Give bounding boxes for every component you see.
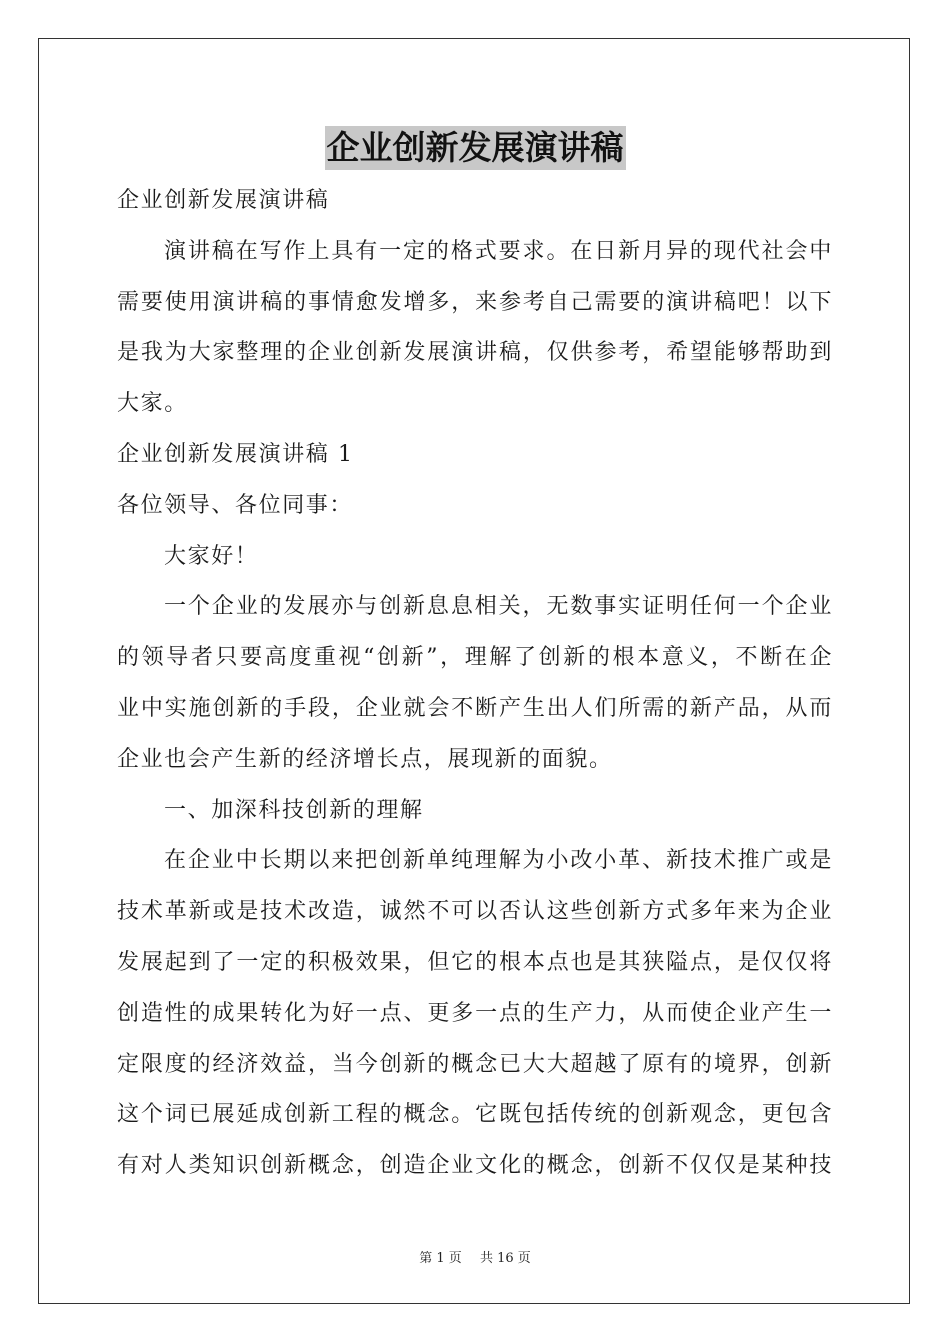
body-line: 有对人类知识创新概念，创造企业文化的概念，创新不仅仅是某种技: [117, 1153, 833, 1179]
title-container: [0, 126, 950, 170]
page-total: 共 16 页: [479, 1251, 531, 1266]
body-line: 大家好！: [164, 543, 259, 569]
body-line: 的领导者只要高度重视“创新”，理解了创新的根本意义，不断在企: [117, 645, 833, 671]
body-line: 一个企业的发展亦与创新息息相关，无数事实证明任何一个企业: [164, 594, 833, 620]
body-line: 企业创新发展演讲稿 1: [117, 441, 354, 467]
body-line: 业中实施创新的手段，企业就会不断产生出人们所需的新产品，从而: [117, 695, 833, 721]
body-line: 各位领导、各位同事：: [117, 492, 354, 518]
page-footer: [0, 1247, 950, 1266]
body-line: 企业也会产生新的经济增长点，展现新的面貌。: [117, 746, 613, 772]
body-line: 创造性的成果转化为好一点、更多一点的生产力，从而使企业产生一: [117, 1000, 833, 1026]
document-body: [117, 176, 833, 1192]
body-line: 企业创新发展演讲稿: [117, 188, 330, 213]
page-number: 第 1 页: [419, 1251, 462, 1266]
body-line: 发展起到了一定的积极效果，但它的根本点也是其狭隘点，是仅仅将: [117, 949, 833, 975]
body-line: 技术革新或是技术改造，诚然不可以否认这些创新方式多年来为企业: [117, 899, 833, 925]
body-line: 大家。: [117, 391, 188, 417]
body-line: 需要使用演讲稿的事情愈发增多，来参考自己需要的演讲稿吧！以下: [117, 289, 833, 315]
body-line: 一、加深科技创新的理解: [164, 797, 424, 823]
body-line: 这个词已展延成创新工程的概念。它既包括传统的创新观念，更包含: [117, 1102, 833, 1128]
body-line: 是我为大家整理的企业创新发展演讲稿，仅供参考，希望能够帮助到: [117, 340, 833, 366]
body-line: 演讲稿在写作上具有一定的格式要求。在日新月异的现代社会中: [164, 238, 833, 264]
body-line: 在企业中长期以来把创新单纯理解为小改小革、新技术推广或是: [164, 848, 833, 874]
document-title: 企业创新发展演讲稿: [325, 126, 626, 170]
body-line: 定限度的经济效益，当今创新的概念已大大超越了原有的境界，创新: [117, 1051, 833, 1077]
